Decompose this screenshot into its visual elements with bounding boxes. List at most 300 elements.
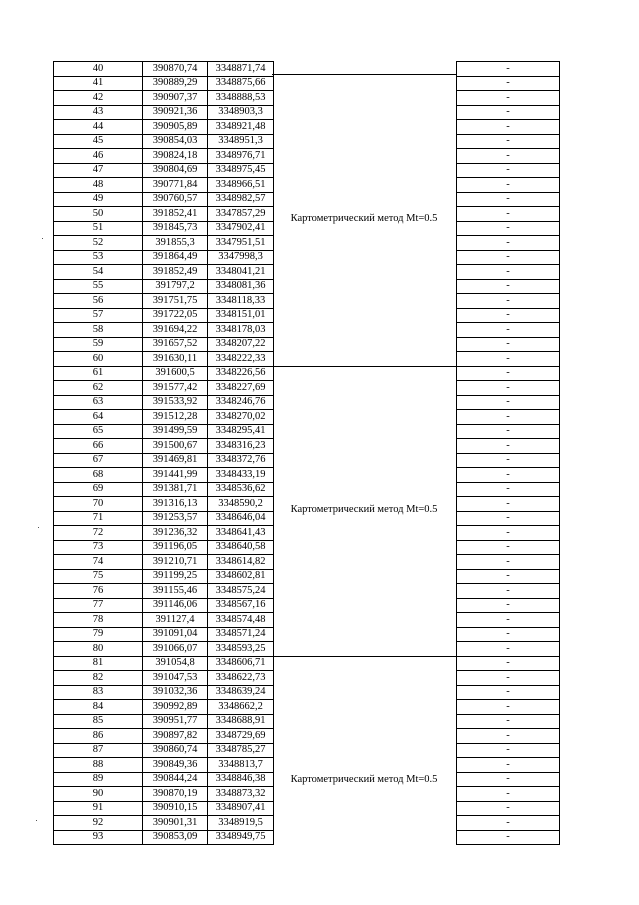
coordinate-y: 3348888,53 [208, 91, 274, 106]
point-number: 85 [54, 714, 143, 729]
accuracy-value: - [457, 598, 560, 613]
point-number: 59 [54, 337, 143, 352]
value-row [457, 758, 560, 773]
coordinate-y: 3348246,76 [208, 395, 274, 410]
accuracy-value: - [457, 584, 560, 599]
table-row [54, 743, 274, 758]
coordinate-y: 3348593,25 [208, 642, 274, 657]
coordinate-y: 3348574,48 [208, 613, 274, 628]
coordinate-y: 3348641,43 [208, 526, 274, 541]
coordinate-x: 391845,73 [143, 221, 208, 236]
method-label: Картометрический метод Mt=0.5 [290, 774, 438, 785]
table-row [54, 584, 274, 599]
point-number: 53 [54, 250, 143, 265]
point-number: 45 [54, 134, 143, 149]
table-row [54, 62, 274, 77]
table-row [54, 671, 274, 686]
coordinate-x: 391210,71 [143, 555, 208, 570]
value-row [457, 76, 560, 91]
table-row [54, 207, 274, 222]
coordinate-x: 391657,52 [143, 337, 208, 352]
accuracy-value: - [457, 671, 560, 686]
point-number: 52 [54, 236, 143, 251]
point-number: 74 [54, 555, 143, 570]
accuracy-value: - [457, 482, 560, 497]
point-number: 73 [54, 540, 143, 555]
coordinate-y: 3348227,69 [208, 381, 274, 396]
coordinate-x: 390897,82 [143, 729, 208, 744]
value-row [457, 816, 560, 831]
accuracy-value: - [457, 772, 560, 787]
accuracy-value: - [457, 337, 560, 352]
accuracy-value: - [457, 656, 560, 671]
coordinate-y: 3348590,2 [208, 497, 274, 512]
point-number: 65 [54, 424, 143, 439]
coordinate-x: 390849,36 [143, 758, 208, 773]
coordinate-x: 391630,11 [143, 352, 208, 367]
coordinate-y: 3347857,29 [208, 207, 274, 222]
value-row [457, 468, 560, 483]
table-row [54, 758, 274, 773]
coordinate-y: 3348575,24 [208, 584, 274, 599]
value-row [457, 569, 560, 584]
point-number: 47 [54, 163, 143, 178]
point-number: 56 [54, 294, 143, 309]
table-row [54, 163, 274, 178]
accuracy-value: - [457, 149, 560, 164]
coordinate-x: 391855,3 [143, 236, 208, 251]
accuracy-value: - [457, 439, 560, 454]
coordinate-y: 3348226,56 [208, 366, 274, 381]
group-separator [272, 74, 456, 75]
accuracy-value: - [457, 758, 560, 773]
table-row [54, 105, 274, 120]
value-row [457, 453, 560, 468]
point-number: 50 [54, 207, 143, 222]
value-row [457, 294, 560, 309]
coordinate-x: 391091,04 [143, 627, 208, 642]
point-number: 51 [54, 221, 143, 236]
accuracy-value: - [457, 613, 560, 628]
table-row [54, 787, 274, 802]
value-row [457, 192, 560, 207]
coordinate-y: 3348640,58 [208, 540, 274, 555]
value-row [457, 584, 560, 599]
point-number: 79 [54, 627, 143, 642]
coordinate-y: 3348081,36 [208, 279, 274, 294]
point-number: 57 [54, 308, 143, 323]
value-row [457, 497, 560, 512]
point-number: 87 [54, 743, 143, 758]
coordinate-x: 390905,89 [143, 120, 208, 135]
value-row [457, 381, 560, 396]
coordinate-x: 390804,69 [143, 163, 208, 178]
coordinate-x: 390760,57 [143, 192, 208, 207]
table-row [54, 236, 274, 251]
accuracy-value: - [457, 323, 560, 338]
value-row [457, 221, 560, 236]
coordinate-y: 3348976,71 [208, 149, 274, 164]
table-row [54, 250, 274, 265]
coordinate-y: 3348907,41 [208, 801, 274, 816]
table-row [54, 352, 274, 367]
coordinate-y: 3347902,41 [208, 221, 274, 236]
accuracy-value: - [457, 685, 560, 700]
coordinate-y: 3348966,51 [208, 178, 274, 193]
coordinate-x: 391253,57 [143, 511, 208, 526]
value-row [457, 642, 560, 657]
accuracy-value: - [457, 120, 560, 135]
coordinate-x: 390854,03 [143, 134, 208, 149]
table-row [54, 613, 274, 628]
table-row [54, 424, 274, 439]
value-row [457, 613, 560, 628]
coordinate-y: 3348614,82 [208, 555, 274, 570]
value-row [457, 439, 560, 454]
coordinate-y: 3348602,81 [208, 569, 274, 584]
table-row [54, 410, 274, 425]
coordinate-x: 391199,25 [143, 569, 208, 584]
coordinate-x: 390992,89 [143, 700, 208, 715]
coordinate-y: 3347998,3 [208, 250, 274, 265]
scan-speck [38, 527, 39, 528]
value-row [457, 801, 560, 816]
coordinate-y: 3348536,62 [208, 482, 274, 497]
accuracy-value: - [457, 787, 560, 802]
value-row [457, 656, 560, 671]
accuracy-value: - [457, 192, 560, 207]
coordinate-x: 390870,19 [143, 787, 208, 802]
coordinate-x: 390921,36 [143, 105, 208, 120]
accuracy-value: - [457, 526, 560, 541]
accuracy-value: - [457, 497, 560, 512]
value-row [457, 540, 560, 555]
accuracy-value: - [457, 569, 560, 584]
point-number: 72 [54, 526, 143, 541]
value-row [457, 163, 560, 178]
table-row [54, 801, 274, 816]
coordinate-y: 3348270,02 [208, 410, 274, 425]
coordinate-x: 390853,09 [143, 830, 208, 845]
coordinate-y: 3348873,32 [208, 787, 274, 802]
table-row [54, 453, 274, 468]
point-number: 90 [54, 787, 143, 802]
coordinate-x: 391512,28 [143, 410, 208, 425]
coordinate-x: 390910,15 [143, 801, 208, 816]
coordinate-y: 3348041,21 [208, 265, 274, 280]
coordinate-y: 3348372,76 [208, 453, 274, 468]
coordinate-x: 391577,42 [143, 381, 208, 396]
accuracy-value: - [457, 830, 560, 845]
coordinate-y: 3348639,24 [208, 685, 274, 700]
table-row [54, 468, 274, 483]
table-row [54, 221, 274, 236]
coordinate-y: 3348951,3 [208, 134, 274, 149]
scan-speck [42, 238, 43, 239]
point-number: 80 [54, 642, 143, 657]
coordinate-x: 391127,4 [143, 613, 208, 628]
value-row [457, 410, 560, 425]
point-number: 61 [54, 366, 143, 381]
accuracy-value: - [457, 76, 560, 91]
table-row [54, 685, 274, 700]
point-number: 69 [54, 482, 143, 497]
table-row [54, 134, 274, 149]
coordinate-x: 390889,29 [143, 76, 208, 91]
coordinate-x: 390771,84 [143, 178, 208, 193]
point-number: 84 [54, 700, 143, 715]
point-number: 75 [54, 569, 143, 584]
table-row [54, 598, 274, 613]
accuracy-value: - [457, 250, 560, 265]
value-row [457, 787, 560, 802]
value-row [457, 482, 560, 497]
coordinate-x: 391236,32 [143, 526, 208, 541]
accuracy-value: - [457, 294, 560, 309]
point-number: 55 [54, 279, 143, 294]
coordinate-x: 391694,22 [143, 323, 208, 338]
point-number: 82 [54, 671, 143, 686]
accuracy-value: - [457, 91, 560, 106]
coordinate-x: 391054,8 [143, 656, 208, 671]
coordinate-x: 390870,74 [143, 62, 208, 77]
accuracy-value: - [457, 395, 560, 410]
coordinate-x: 391500,67 [143, 439, 208, 454]
table-row [54, 540, 274, 555]
table-row [54, 192, 274, 207]
coordinate-x: 391155,46 [143, 584, 208, 599]
table-row [54, 816, 274, 831]
accuracy-value: - [457, 221, 560, 236]
point-number: 44 [54, 120, 143, 135]
value-row [457, 265, 560, 280]
coordinate-x: 390901,31 [143, 816, 208, 831]
accuracy-value: - [457, 279, 560, 294]
accuracy-value: - [457, 743, 560, 758]
coordinate-y: 3348921,48 [208, 120, 274, 135]
accuracy-value: - [457, 627, 560, 642]
coordinate-y: 3348949,75 [208, 830, 274, 845]
point-number: 68 [54, 468, 143, 483]
accuracy-value: - [457, 555, 560, 570]
table-row [54, 120, 274, 135]
coordinate-x: 391469,81 [143, 453, 208, 468]
accuracy-value: - [457, 410, 560, 425]
accuracy-column [456, 61, 560, 845]
method-label: Картометрический метод Mt=0.5 [290, 213, 438, 224]
accuracy-value: - [457, 236, 560, 251]
point-number: 62 [54, 381, 143, 396]
coordinate-y: 3348571,24 [208, 627, 274, 642]
value-row [457, 352, 560, 367]
table-row [54, 91, 274, 106]
accuracy-value: - [457, 163, 560, 178]
group-separator [272, 366, 456, 367]
accuracy-value: - [457, 816, 560, 831]
coordinate-x: 391533,92 [143, 395, 208, 410]
point-number: 42 [54, 91, 143, 106]
coordinate-y: 3348975,45 [208, 163, 274, 178]
coordinate-y: 3348622,73 [208, 671, 274, 686]
value-row [457, 627, 560, 642]
coordinate-y: 3348982,57 [208, 192, 274, 207]
point-number: 83 [54, 685, 143, 700]
coordinate-y: 3348118,33 [208, 294, 274, 309]
table-row [54, 439, 274, 454]
accuracy-value: - [457, 366, 560, 381]
table-row [54, 656, 274, 671]
table-row [54, 76, 274, 91]
accuracy-value: - [457, 424, 560, 439]
coordinate-y: 3348316,23 [208, 439, 274, 454]
table-row [54, 714, 274, 729]
value-row [457, 700, 560, 715]
point-number: 92 [54, 816, 143, 831]
value-row [457, 308, 560, 323]
value-row [457, 526, 560, 541]
table-row [54, 526, 274, 541]
coordinate-x: 391852,49 [143, 265, 208, 280]
table-row [54, 555, 274, 570]
table-row [54, 149, 274, 164]
value-row [457, 671, 560, 686]
point-number: 71 [54, 511, 143, 526]
value-row [457, 149, 560, 164]
coordinate-x: 391196,05 [143, 540, 208, 555]
point-number: 43 [54, 105, 143, 120]
point-number: 40 [54, 62, 143, 77]
coordinate-y: 3348785,27 [208, 743, 274, 758]
coordinate-x: 391499,59 [143, 424, 208, 439]
coordinate-x: 390951,77 [143, 714, 208, 729]
scan-speck [36, 820, 37, 821]
table-row [54, 642, 274, 657]
accuracy-value: - [457, 714, 560, 729]
point-number: 78 [54, 613, 143, 628]
table-row [54, 497, 274, 512]
value-row [457, 366, 560, 381]
accuracy-value: - [457, 642, 560, 657]
value-row [457, 236, 560, 251]
coordinate-x: 391047,53 [143, 671, 208, 686]
coordinate-x: 391751,75 [143, 294, 208, 309]
coordinate-y: 3348433,19 [208, 468, 274, 483]
table-row [54, 482, 274, 497]
point-number: 58 [54, 323, 143, 338]
value-row [457, 323, 560, 338]
coordinate-y: 3348222,33 [208, 352, 274, 367]
point-number: 63 [54, 395, 143, 410]
point-number: 86 [54, 729, 143, 744]
coordinate-x: 391066,07 [143, 642, 208, 657]
accuracy-value: - [457, 801, 560, 816]
table-row [54, 729, 274, 744]
coordinate-x: 391864,49 [143, 250, 208, 265]
coordinate-y: 3347951,51 [208, 236, 274, 251]
table-row [54, 308, 274, 323]
coordinate-y: 3348875,66 [208, 76, 274, 91]
point-number: 67 [54, 453, 143, 468]
point-number: 88 [54, 758, 143, 773]
value-row [457, 743, 560, 758]
coordinate-y: 3348688,91 [208, 714, 274, 729]
value-row [457, 830, 560, 845]
accuracy-value: - [457, 134, 560, 149]
point-number: 77 [54, 598, 143, 613]
value-row [457, 511, 560, 526]
coordinate-x: 391852,41 [143, 207, 208, 222]
group-separator [272, 656, 456, 657]
coordinate-x: 390907,37 [143, 91, 208, 106]
value-row [457, 337, 560, 352]
accuracy-value: - [457, 178, 560, 193]
coordinate-x: 391381,71 [143, 482, 208, 497]
value-row [457, 62, 560, 77]
value-row [457, 105, 560, 120]
accuracy-value: - [457, 105, 560, 120]
coordinate-x: 391146,06 [143, 598, 208, 613]
coordinate-y: 3348729,69 [208, 729, 274, 744]
table-row [54, 265, 274, 280]
coordinate-x: 391600,5 [143, 366, 208, 381]
value-row [457, 555, 560, 570]
accuracy-value: - [457, 468, 560, 483]
coordinate-y: 3348151,01 [208, 308, 274, 323]
coordinate-y: 3348662,2 [208, 700, 274, 715]
point-number: 46 [54, 149, 143, 164]
value-row [457, 729, 560, 744]
value-row [457, 178, 560, 193]
point-number: 54 [54, 265, 143, 280]
coordinate-y: 3348846,38 [208, 772, 274, 787]
accuracy-value: - [457, 453, 560, 468]
table-row [54, 511, 274, 526]
table-row [54, 337, 274, 352]
coordinate-x: 391797,2 [143, 279, 208, 294]
accuracy-value: - [457, 511, 560, 526]
point-number: 48 [54, 178, 143, 193]
point-number: 70 [54, 497, 143, 512]
value-row [457, 207, 560, 222]
value-row [457, 279, 560, 294]
coordinate-y: 3348606,71 [208, 656, 274, 671]
table-row [54, 381, 274, 396]
coordinate-y: 3348567,16 [208, 598, 274, 613]
value-row [457, 395, 560, 410]
table-row [54, 366, 274, 381]
point-number: 41 [54, 76, 143, 91]
accuracy-value: - [457, 729, 560, 744]
accuracy-value: - [457, 352, 560, 367]
value-row [457, 685, 560, 700]
accuracy-value: - [457, 540, 560, 555]
value-row [457, 424, 560, 439]
value-row [457, 772, 560, 787]
coordinate-y: 3348919,5 [208, 816, 274, 831]
accuracy-value: - [457, 700, 560, 715]
point-number: 89 [54, 772, 143, 787]
coordinate-y: 3348207,22 [208, 337, 274, 352]
value-row [457, 120, 560, 135]
point-number: 49 [54, 192, 143, 207]
value-row [457, 134, 560, 149]
value-row [457, 250, 560, 265]
point-number: 64 [54, 410, 143, 425]
value-row [457, 714, 560, 729]
value-row [457, 598, 560, 613]
table-row [54, 569, 274, 584]
point-number: 91 [54, 801, 143, 816]
